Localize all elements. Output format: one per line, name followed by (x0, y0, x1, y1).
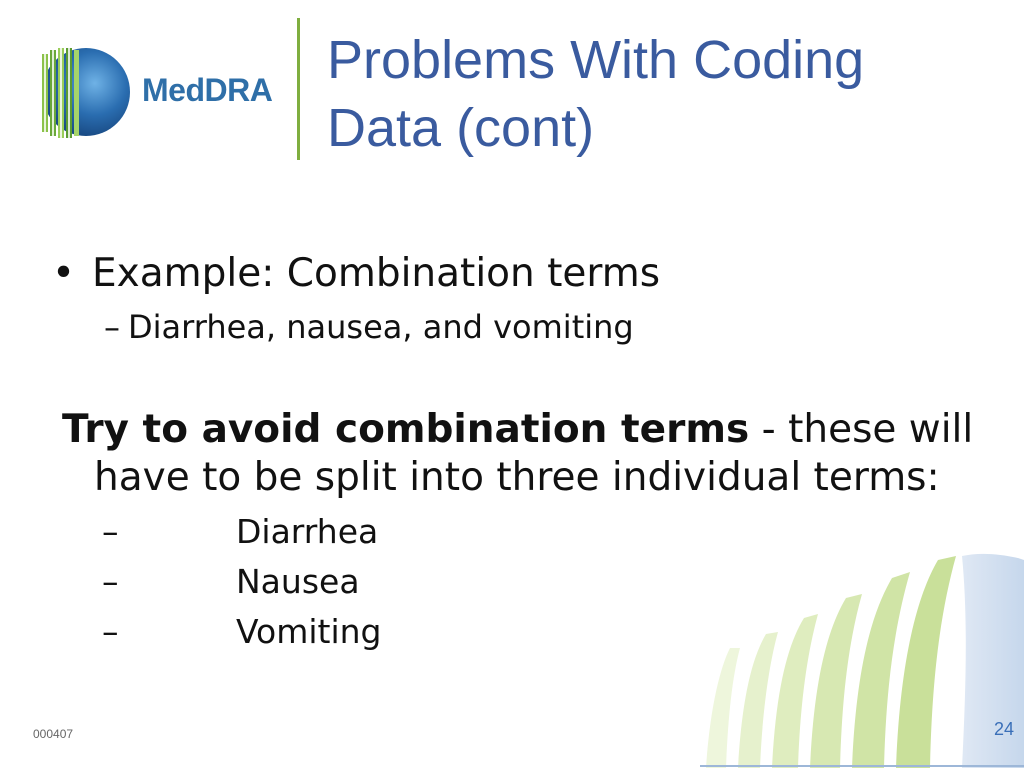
slide-title (327, 26, 987, 162)
dash-icon: – (102, 612, 119, 651)
emphasis-paragraph (62, 406, 1002, 502)
title-line-2: Data (cont) (327, 98, 595, 158)
bullet-sub-text: Diarrhea, nausea, and vomiting (128, 308, 634, 346)
term-diarrhea: Diarrhea (236, 512, 379, 551)
meddra-logo (36, 40, 286, 140)
dash-icon: – (104, 308, 120, 346)
decorative-stripes-graphic (700, 548, 1024, 768)
footer-code: 000407 (33, 727, 74, 741)
globe-logo-icon (36, 44, 132, 140)
bullet-main-text: Example: Combination terms (92, 251, 661, 296)
logo-wordmark: MedDRA (142, 72, 273, 108)
bullet-main (52, 250, 660, 298)
term-vomiting: Vomiting (236, 612, 382, 651)
bullet-sub (104, 306, 634, 348)
dash-icon: – (102, 512, 119, 551)
dash-icon: – (102, 562, 119, 601)
emphasis-rest-text: - these will (749, 407, 974, 452)
emphasis-bold-text: Try to avoid combination terms (62, 407, 750, 452)
term-nausea: Nausea (236, 562, 360, 601)
emphasis-line-2: have to be split into three individual terms: (94, 455, 940, 500)
bullet-dot-icon: • (52, 251, 76, 296)
title-line-1: Problems With Coding (327, 30, 865, 90)
page-number: 24 (993, 719, 1014, 739)
title-divider (297, 18, 300, 160)
